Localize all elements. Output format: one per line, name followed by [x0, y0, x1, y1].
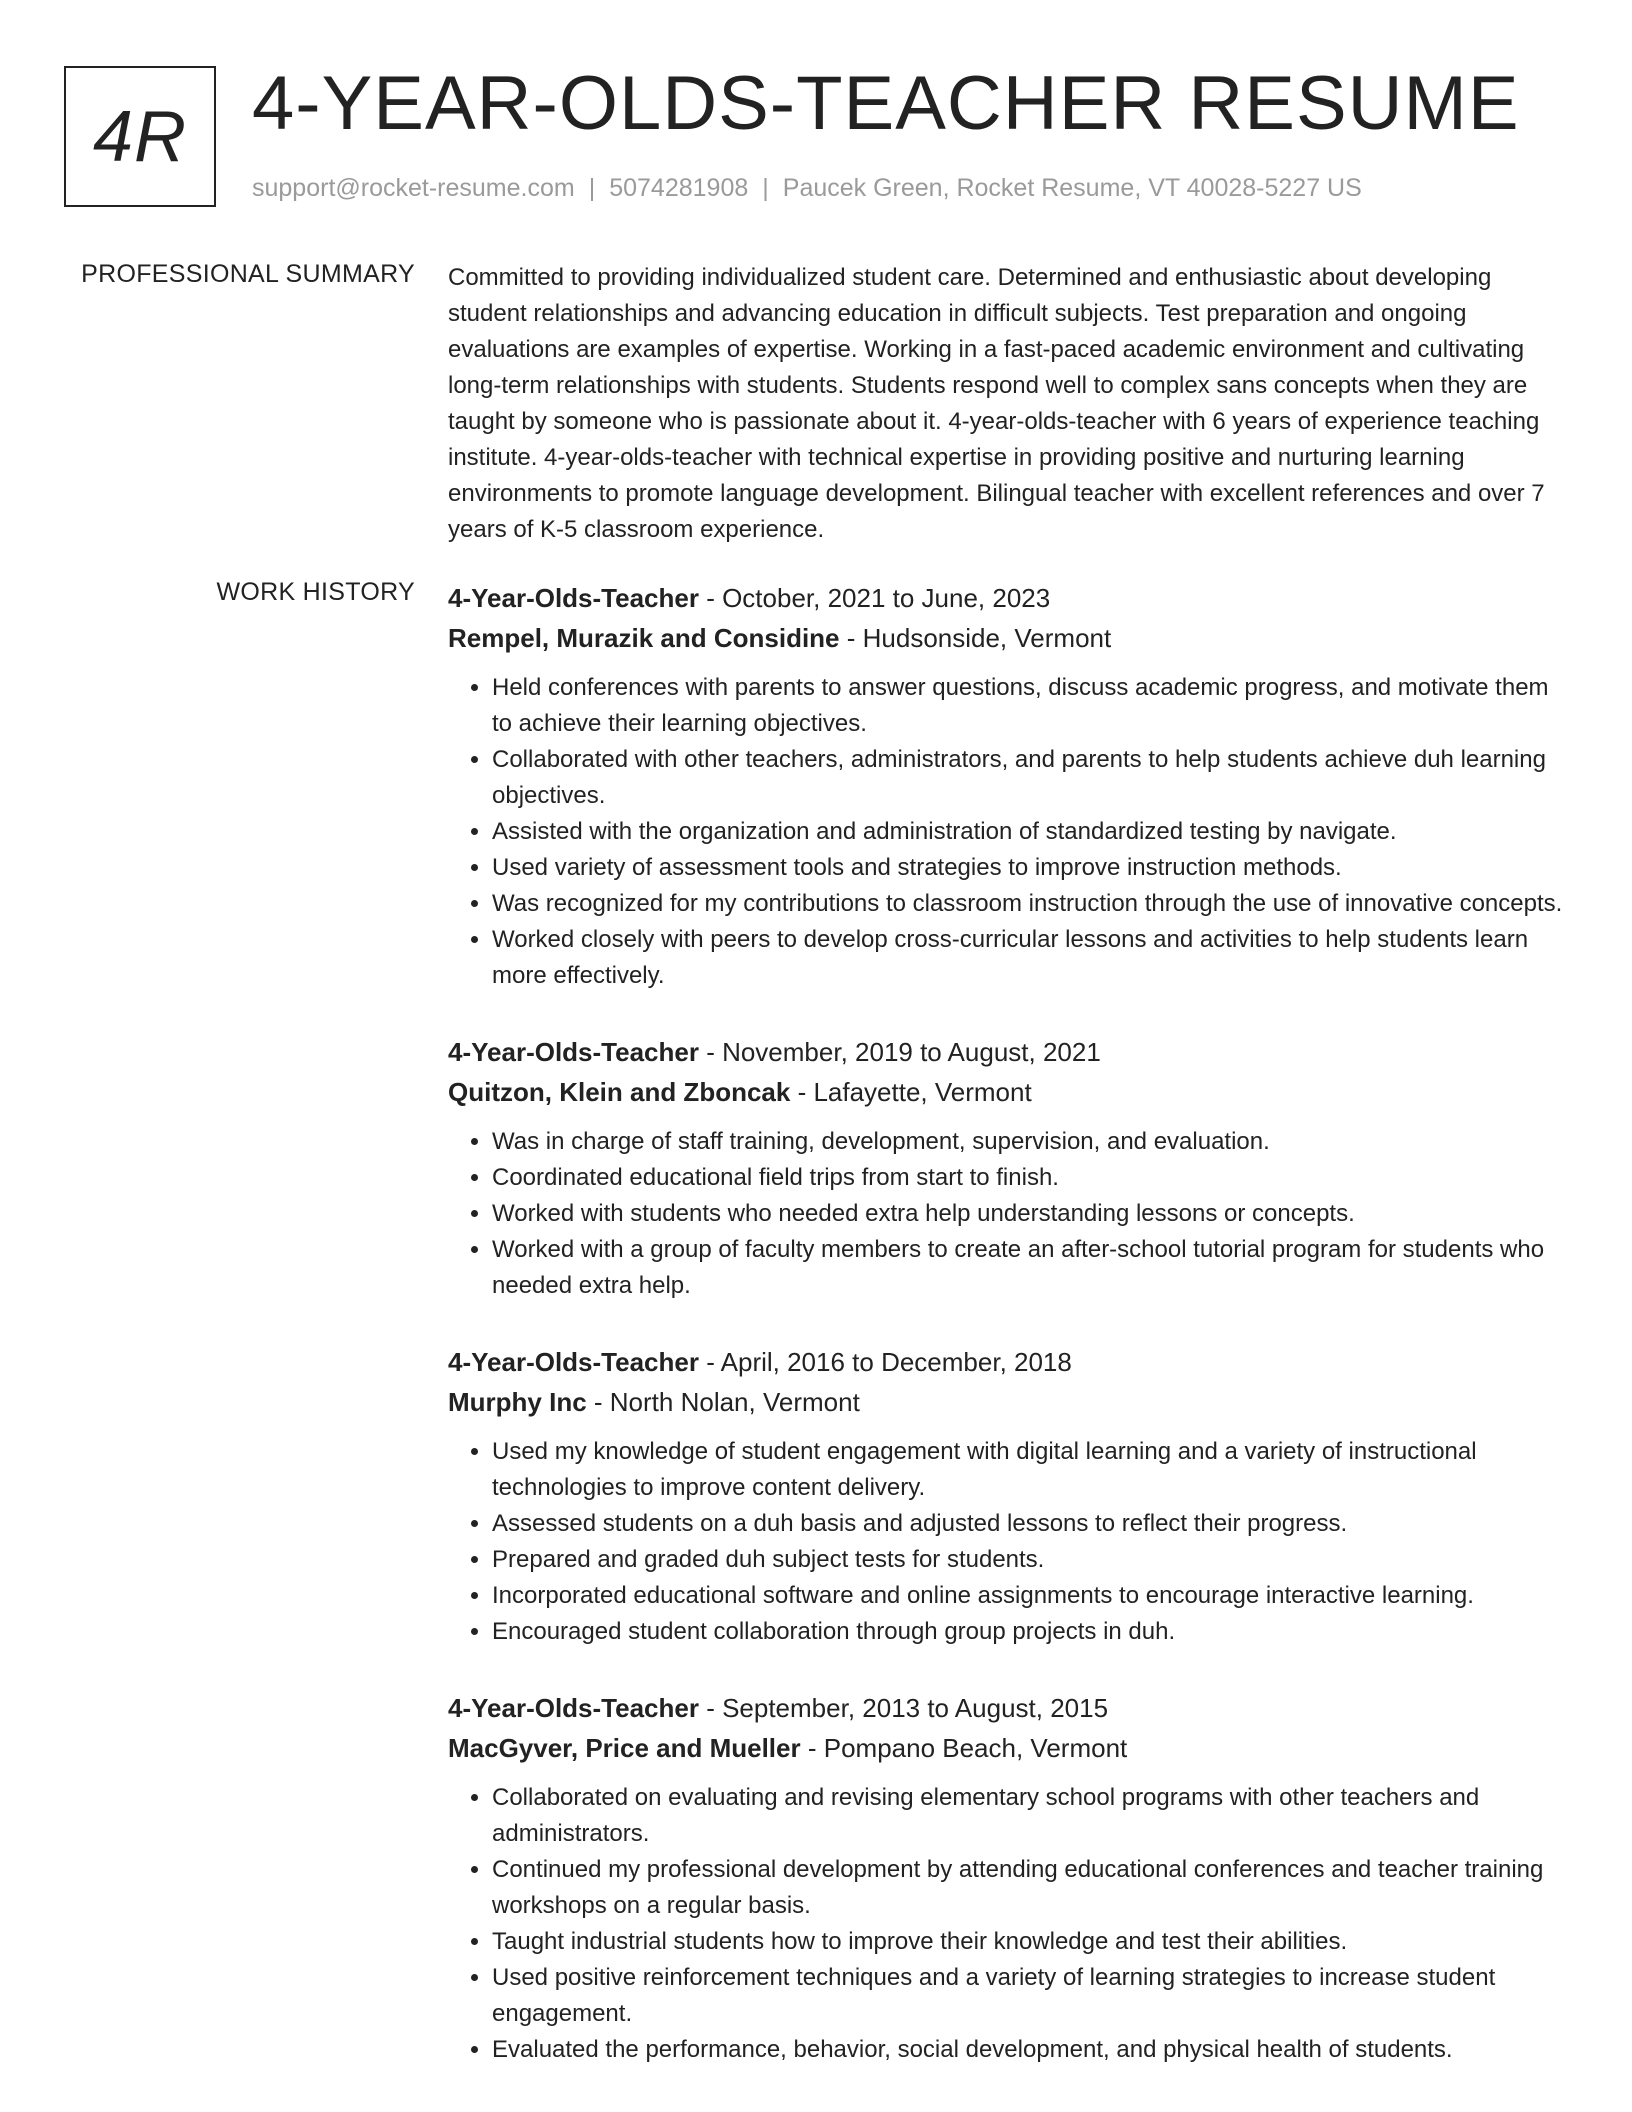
- job-dates: - September, 2013 to August, 2015: [698, 1693, 1109, 1723]
- monogram-logo: [64, 66, 216, 207]
- job-bullet: • Collaborated on evaluating and revising elementary school programs with other teachers and administrators.: [492, 1780, 1568, 1852]
- job-location: - Hudsonside, Vermont: [839, 623, 1112, 653]
- job-title-line: [448, 1688, 1568, 1728]
- contact-separator: |: [762, 174, 769, 202]
- job-company: Rempel, Murazik and Considine: [448, 623, 840, 653]
- job-company: MacGyver, Price and Mueller: [448, 1733, 801, 1763]
- job-bullet: • Worked with a group of faculty members to create an after-school tutorial program for students who needed extra help.: [492, 1232, 1568, 1304]
- contact-phone: 5074281908: [609, 174, 749, 202]
- job-dates: - April, 2016 to December, 2018: [698, 1347, 1072, 1377]
- job-company: Quitzon, Klein and Zboncak: [448, 1077, 791, 1107]
- job-bullet-list: [448, 670, 1568, 994]
- contact-address: Paucek Green, Rocket Resume, VT 40028-5227 US: [782, 174, 1362, 202]
- job-title: 4-Year-Olds-Teacher: [448, 1347, 699, 1377]
- job-title: 4-Year-Olds-Teacher: [448, 1693, 699, 1723]
- resume-title: 4-YEAR-OLDS-TEACHER RESUME: [252, 61, 1520, 146]
- job-company: Murphy Inc: [448, 1387, 587, 1417]
- job-bullet: • Incorporated educational software and online assignments to encourage interactive learning.: [492, 1578, 1568, 1614]
- job-title-line: [448, 1032, 1568, 1072]
- job-bullet: • Was in charge of staff training, development, supervision, and evaluation.: [492, 1124, 1568, 1160]
- job-location: - North Nolan, Vermont: [586, 1387, 860, 1417]
- job-entry: [448, 1032, 1568, 1304]
- job-bullet: • Assisted with the organization and administration of standardized testing by navigate.: [492, 814, 1568, 850]
- work-history-body: [448, 578, 1568, 2106]
- job-company-line: [448, 1382, 1568, 1422]
- job-entry: [448, 1688, 1568, 2068]
- job-bullet: • Coordinated educational field trips from start to finish.: [492, 1160, 1568, 1196]
- summary-text: Committed to providing individualized student care. Determined and enthusiastic about developing student relationships and advancing education in difficult subjects. Test preparation and ongoing evaluations are examples of expertise. Working in a fast-paced academic environment and cultivating long-term relationships with students. Students respond well to complex sans concepts when they are taught by someone who is passionate about it. 4-year-olds-teacher with 6 years of experience teaching institute. 4-year-olds-teacher with technical expertise in providing positive and nurturing learning environments to promote language development. Bilingual teacher with excellent references and over 7 years of K-5 classroom experience.: [448, 264, 1545, 543]
- job-location: - Lafayette, Vermont: [790, 1077, 1032, 1107]
- job-entry: [448, 1342, 1568, 1650]
- job-bullet: • Assessed students on a duh basis and adjusted lessons to reflect their progress.: [492, 1506, 1568, 1542]
- job-bullet: • Collaborated with other teachers, administrators, and parents to help students achieve duh learning objectives.: [492, 742, 1568, 814]
- job-location: - Pompano Beach, Vermont: [800, 1733, 1128, 1763]
- job-bullet-list: [448, 1780, 1568, 2068]
- job-title-line: [448, 1342, 1568, 1382]
- job-dates: - October, 2021 to June, 2023: [698, 583, 1051, 613]
- job-bullet: • Encouraged student collaboration through group projects in duh.: [492, 1614, 1568, 1650]
- contact-email: support@rocket-resume.com: [252, 174, 575, 202]
- job-bullet: • Continued my professional development by attending educational conferences and teacher training workshops on a regular basis.: [492, 1852, 1568, 1924]
- job-company-line: [448, 1728, 1568, 1768]
- job-bullet: • Taught industrial students how to improve their knowledge and test their abilities.: [492, 1924, 1568, 1960]
- job-bullet: • Held conferences with parents to answer questions, discuss academic progress, and motivate them to achieve their learning objectives.: [492, 670, 1568, 742]
- job-company-line: [448, 618, 1568, 658]
- job-bullet-list: [448, 1124, 1568, 1304]
- job-bullet: • Prepared and graded duh subject tests for students.: [492, 1542, 1568, 1578]
- job-bullet: • Used positive reinforcement techniques and a variety of learning strategies to increase student engagement.: [492, 1960, 1568, 2032]
- job-bullet: • Used my knowledge of student engagement with digital learning and a variety of instructional technologies to improve content delivery.: [492, 1434, 1568, 1506]
- contact-line: [252, 174, 1362, 203]
- job-bullet: • Worked closely with peers to develop cross-curricular lessons and activities to help students learn more effectively.: [492, 922, 1568, 994]
- summary-body: [448, 260, 1568, 548]
- job-bullet: • Used variety of assessment tools and strategies to improve instruction methods.: [492, 850, 1568, 886]
- job-company-line: [448, 1072, 1568, 1112]
- job-entry: [448, 578, 1568, 994]
- job-dates: - November, 2019 to August, 2021: [698, 1037, 1101, 1067]
- job-bullet: • Was recognized for my contributions to classroom instruction through the use of innovative concepts.: [492, 886, 1568, 922]
- contact-separator: |: [588, 174, 596, 202]
- job-title: 4-Year-Olds-Teacher: [448, 1037, 699, 1067]
- section-heading-work: WORK HISTORY: [216, 578, 415, 606]
- job-bullet-list: [448, 1434, 1568, 1650]
- job-bullet: • Worked with students who needed extra help understanding lessons or concepts.: [492, 1196, 1568, 1232]
- section-heading-summary: PROFESSIONAL SUMMARY: [81, 260, 415, 288]
- resume-header: [64, 61, 1564, 211]
- job-title-line: [448, 578, 1568, 618]
- monogram-text: 4R: [92, 96, 188, 177]
- job-bullet: • Evaluated the performance, behavior, social development, and physical health of students.: [492, 2032, 1568, 2068]
- job-title: 4-Year-Olds-Teacher: [448, 583, 699, 613]
